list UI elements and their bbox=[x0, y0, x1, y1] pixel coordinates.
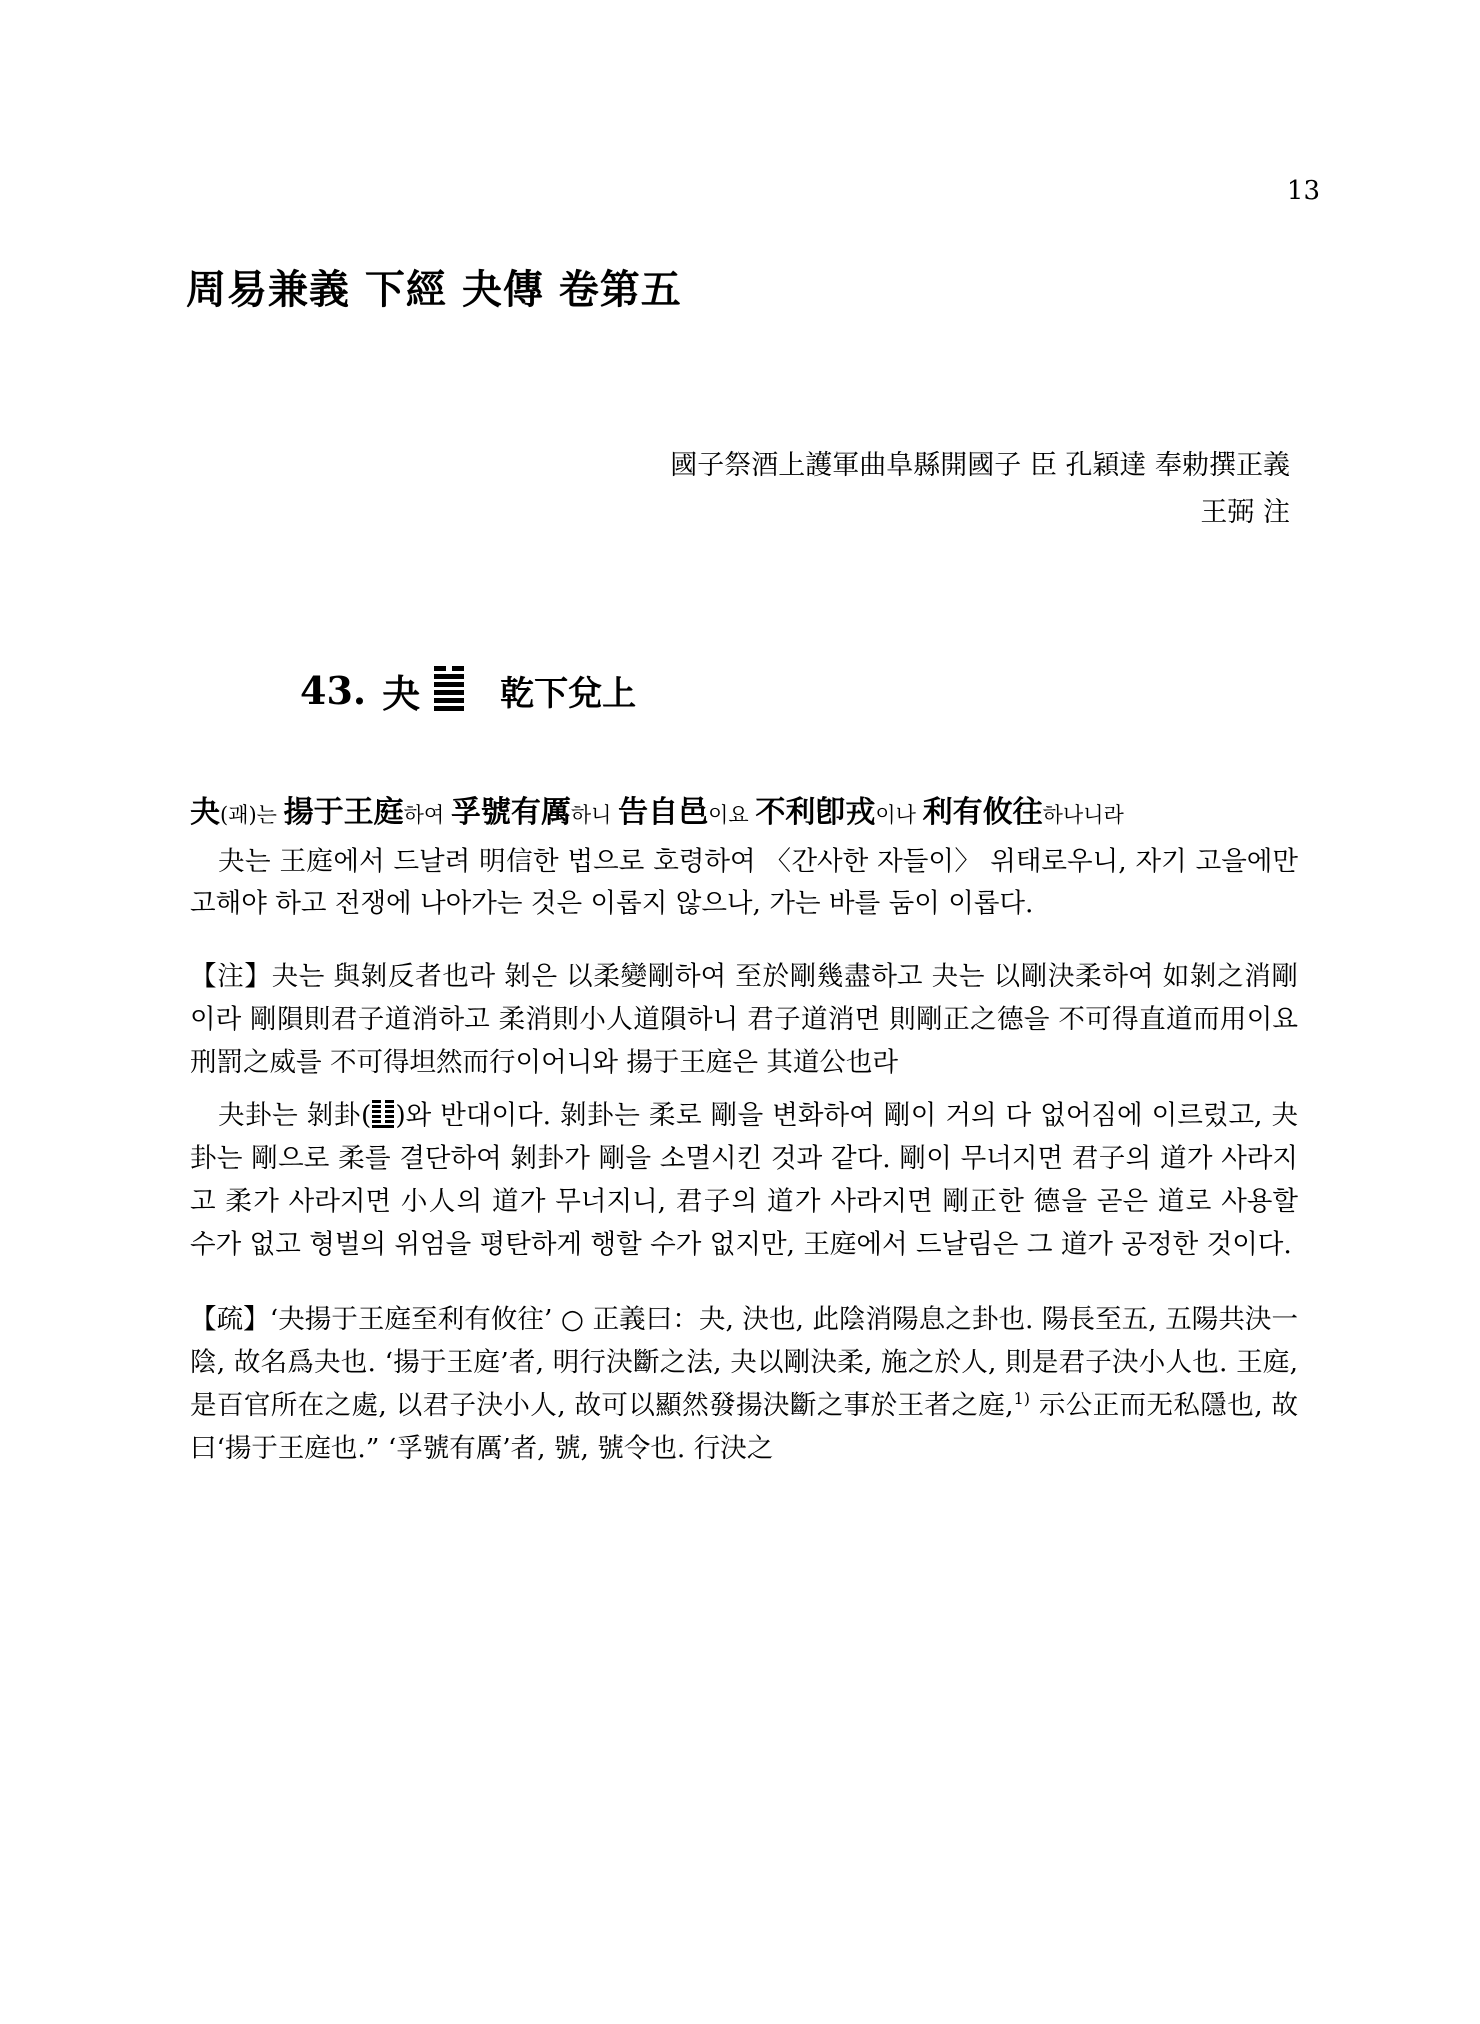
canonical-lead-char: 夬 bbox=[190, 795, 220, 830]
canonical-phrase-1: 揚于王庭 bbox=[283, 795, 404, 830]
hexagram-symbol-icon bbox=[434, 663, 464, 714]
canonical-particle-0: 는 bbox=[256, 803, 284, 827]
commentary-note-translation bbox=[190, 1095, 1298, 1267]
canonical-line bbox=[190, 790, 1298, 837]
commentary-note bbox=[190, 956, 1298, 1085]
canonical-translation: 夬는 王庭에서 드날려 明信한 법으로 호령하여 〈간사한 자들이〉 위태로우니, 자기 고을에만 고해야 하고 전쟁에 나아가는 것은 이롭지 않으나, 가는 바를 둠이 이롭다. bbox=[190, 845, 1298, 920]
canonical-phrase-2: 孚號有厲 bbox=[450, 795, 571, 830]
attribution-line-1: 國子祭酒上護軍曲阜縣開國子 臣 孔穎達 奉勅撰正義 bbox=[670, 450, 1290, 481]
canonical-particle-3: 이요 bbox=[708, 803, 756, 827]
note-translation-part-2: )와 반대이다. 剝卦는 柔로 剛을 변화하여 剛이 거의 다 없어짐에 이르렀고, 夬卦는 剛으로 柔를 결단하여 剝卦가 剛을 소멸시킨 것과 같다. 剛이 무너지면 君子의 道가 사라지고 柔가 사라지면 小人의 道가 무너지니, 君子의 道가 사라지면 剛正한 德을 곧은 道로 사용할 수가 없고 형벌의 위엄을 평탄하게 행할 수가 없지만, 王庭에서 드날림은 그 道가 공정한 것이다. bbox=[190, 1100, 1298, 1260]
canonical-particle-1: 하여 bbox=[403, 803, 451, 827]
subcommentary-body-2: 示公正而无私隱也, 故曰‘揚于王庭也.” ‘孚號有厲’者, 號, 號令也. 行決之 bbox=[190, 1389, 1298, 1464]
body-content bbox=[190, 790, 1298, 1474]
note-translation-part-1: 夬卦는 剝卦( bbox=[218, 1100, 372, 1132]
page-number: 13 bbox=[1286, 176, 1320, 206]
canonical-lead-gloss: (괘) bbox=[220, 803, 257, 827]
attribution-line-2: 王弼 注 bbox=[1200, 497, 1290, 529]
subcommentary-marker: 【疏】 bbox=[190, 1303, 270, 1335]
canonical-phrase-3: 告自邑 bbox=[618, 795, 709, 830]
canonical-phrase-4: 不利卽戎 bbox=[755, 795, 876, 830]
footnote-reference[interactable]: 1) bbox=[1013, 1388, 1031, 1408]
note-body: 夬는 與剝反者也라 剝은 以柔變剛하여 至於剛幾盡하고 夬는 以剛決柔하여 如剝之消剛이라 剛隕則君子道消하고 柔消則小人道隕하니 君子道消면 則剛正之德을 不可得直道而用이요 刑罰之威를 不可得坦然而行이어니와 揚于王庭은 其道公也라 bbox=[190, 961, 1298, 1079]
attribution-block bbox=[0, 442, 1480, 537]
section-number: 43. bbox=[300, 668, 367, 713]
section-heading bbox=[300, 663, 636, 718]
subcommentary-body-1: ‘夬揚于王庭至利有攸往’ ○ 正義曰：夬, 決也, 此陰消陽息之卦也. 陽長至五, 五陽共決一陰, 故名爲夬也. ‘揚于王庭’者, 明行決斷之法, 夬以剛決柔, 施之於人, 則是君子決小人也. 王庭, 是百官所在之處, 以君子決小人, 故可以顯然發揚決斷之事於王者之庭, bbox=[190, 1303, 1298, 1421]
section-hexagram-name: 夬 bbox=[382, 671, 421, 716]
page-title: 周易兼義 下經 夬傳 卷第五 bbox=[186, 266, 682, 313]
canonical-phrase-5: 利有攸往 bbox=[922, 795, 1043, 830]
canonical-particle-2: 하니 bbox=[570, 803, 619, 827]
inline-hexagram-icon bbox=[372, 1098, 394, 1130]
trigram-label: 乾下兌上 bbox=[500, 674, 637, 714]
subcommentary bbox=[190, 1299, 1298, 1471]
canonical-particle-4: 이나 bbox=[875, 803, 923, 827]
canonical-particle-5: 하나니라 bbox=[1042, 803, 1124, 827]
note-marker: 【注】 bbox=[190, 961, 272, 993]
